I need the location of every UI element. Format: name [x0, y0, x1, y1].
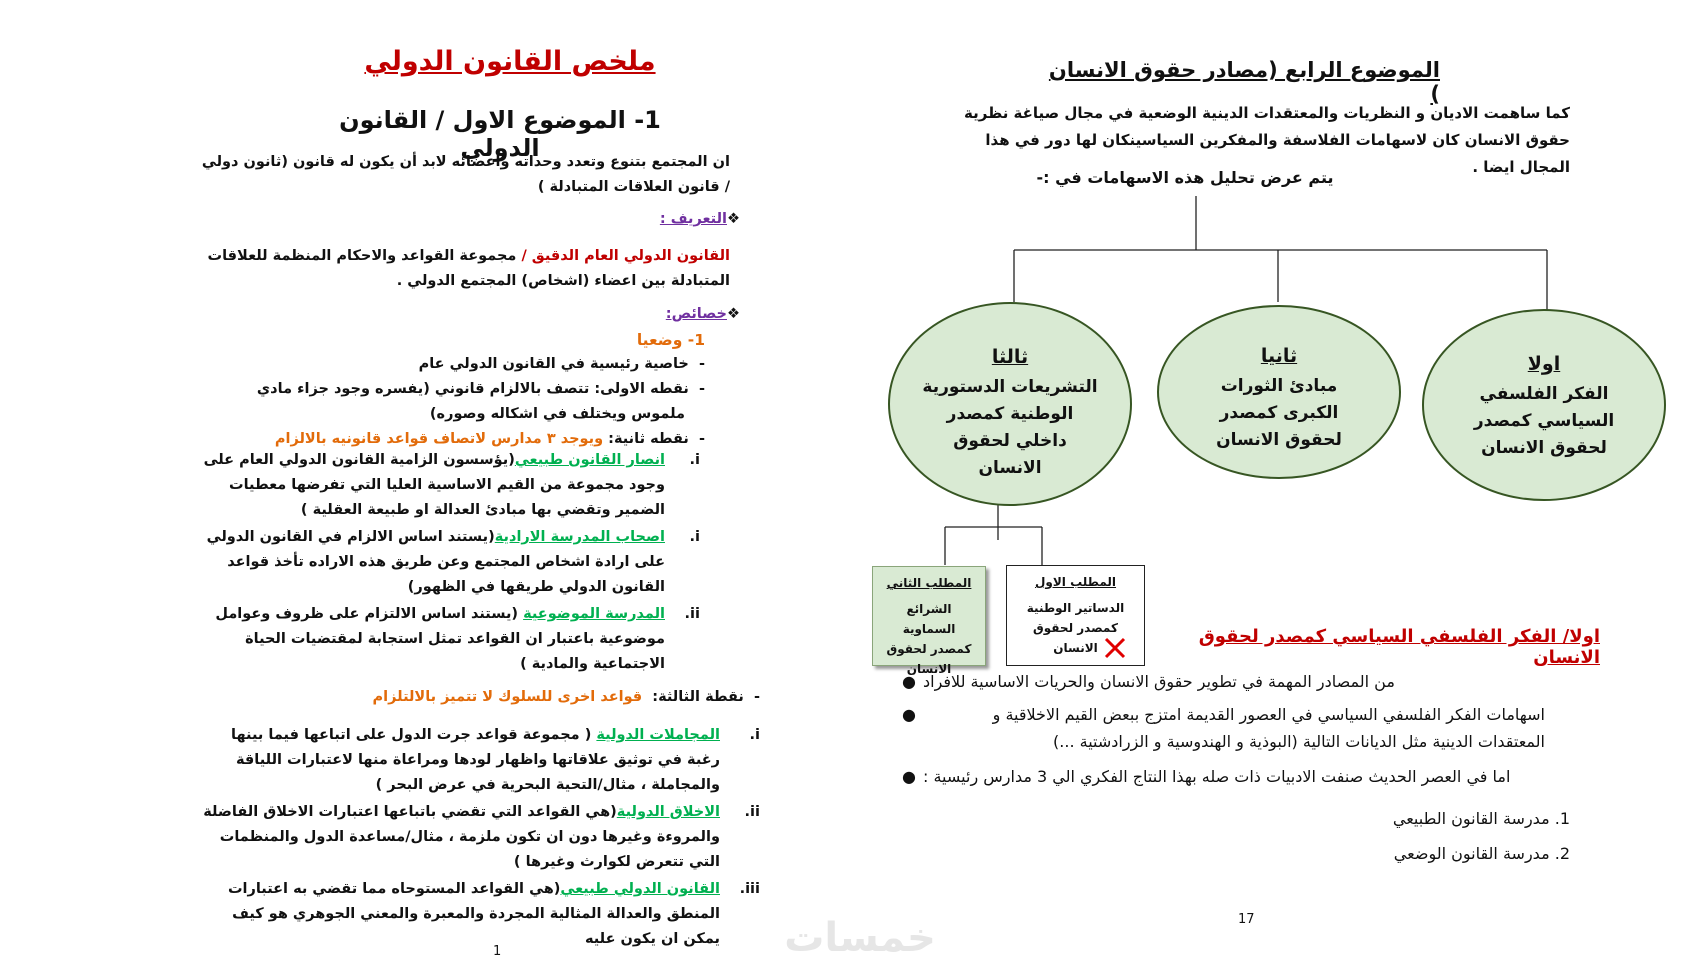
right-page-title: الموضوع الرابع (مصادر حقوق الانسان ) — [1048, 58, 1440, 106]
list-item: i. انصار القانون طبيعي(يؤسسون الزامية القانون الدولي العام على وجود مجموعة من القيم الاساسية العليا التي تفرضها معطيات الضمير وتقضي بها مبادئ العدالة او طبيعة العقلية ) — [203, 452, 700, 518]
analysis-label: يتم عرض تحليل هذه الاسهامات في :- — [1036, 168, 1334, 187]
red-x-icon — [1103, 636, 1127, 660]
list-item: i. اصحاب المدرسة الارادية(يستند اساس الالزام في القانون الدولي على ارادة اشخاص المجتمع وعن طريق هذه الاراده تأخذ قواعد القانون الدولي طريقها في الظهور) — [206, 529, 700, 595]
right-page-number: 17 — [1238, 912, 1255, 927]
box-second-requirement — [872, 566, 986, 676]
circle-text: التشريعات الدستورية الوطنية كمصدر داخلي لحقوق الانسان — [922, 377, 1098, 478]
section-heading: اولا/ الفكر الفلسفي السياسي كمصدر لحقوق الانسان — [1198, 626, 1600, 668]
box-first-requirement — [1006, 565, 1145, 666]
definition-text: مجموعة القواعد والاحكام المنظمة للعلاقات المتبادلة بين اعضاء (اشخاص) المجتمع الدولي . — [207, 248, 730, 289]
list-item: ii. الاخلاق الدولية(هي القواعد التي تقضي باتباعها اعتبارات الاخلاق الفاضلة والمروءة وغيرها دون ان تكون ملزمة ، مثال/مساعدة الدول والمنظمات التي تتعرض لكوارث وغيرها ) — [203, 804, 760, 870]
bullet-dot-icon: ● — [902, 672, 916, 691]
right-bullet-list — [895, 668, 1545, 790]
item1-heading: 1- وضعيا — [636, 331, 705, 349]
circle-heading: ثانيا — [1260, 345, 1298, 367]
list-item: i. المجاملات الدولية ( مجموعة قواعد جرت الدول على اتباعها فيما بينها رغبة في توثيق علاقاتها واظهار لودها ومراعاة منها لاعتبارات اللياقة والمجاملة ، مثال/التحية البحرية في عرض البحر ) — [231, 727, 760, 793]
list-item: ● اما في العصر الحديث صنفت الادبيات ذات صله بهذا النتاج الفكري الي 3 مدارس رئيسية : — [895, 763, 1545, 790]
bullet-item: - نقطه الاولى: تتصف بالالزام قانوني (يفسره وجود جزاء مادي ملموس ويختلف في اشكاله وصوره) — [256, 381, 705, 422]
circle-second-source — [1157, 305, 1401, 479]
diamond-bullet-icon: ❖ — [727, 211, 740, 227]
circle-heading: اولا — [1527, 353, 1561, 375]
bullet-item: - خاصية رئيسية في القانون الدولي عام — [418, 356, 705, 372]
diamond-bullet-icon: ❖ — [727, 306, 740, 322]
bullet-dot-icon: ● — [902, 767, 916, 786]
left-intro: ان المجتمع بتنوع وتعدد وحداته واعضائه لابد أن يكون له قانون (ثانون دولي / قانون العلاقات المتبادلة ) — [201, 154, 730, 195]
school-item: 1. مدرسة القانون الطبيعي — [1392, 809, 1570, 828]
box-heading: المطلب الثاني — [886, 576, 972, 590]
circle-text: الفكر الفلسفي السياسي كمصدر لحقوق الانسان — [1473, 384, 1615, 458]
left-page-title: ملخص القانون الدولي — [364, 46, 656, 77]
definition-heading-label: التعريف : — [659, 211, 727, 227]
box-text: الشرائع السماوية كمصدر لحقوق الانسان — [886, 602, 972, 676]
list-item: iii. القانون الدولي طبيعي(هي القواعد المستوحاه مما تقضي به اعتبارات المنطق والعدالة المثالية المجردة والمعبرة والمعني الجوهري هو كيف يمكن ان يكون عليه — [227, 881, 760, 947]
circle-first-source — [1422, 309, 1666, 501]
school-item: 2. مدرسة القانون الوضعي — [1393, 844, 1570, 863]
list-item: ● من المصادر المهمة في تطوير حقوق الانسان والحريات الاساسية للافراد — [895, 668, 1545, 695]
circle-heading: ثالثا — [991, 346, 1029, 368]
box-heading: المطلب الاول — [1034, 575, 1117, 589]
list-item: ii. المدرسة الموضوعية (يستند اساس الالتزام على ظروف وعوامل موضوعية باعتبار ان القواعد تمثل استجابة لمقتضيات الحياة الاجتماعية والمادية ) — [215, 606, 700, 672]
circle-text: مبادئ الثورات الكبرى كمصدر لحقوق الانسان — [1216, 376, 1342, 450]
features-heading-label: خصائص: — [665, 306, 727, 322]
box-text: الدساتير الوطنية كمصدر لحقوق الانسان — [1026, 601, 1125, 655]
right-intro: كما ساهمت الاديان و النظريات والمعتقدات الدينية الوضعية في مجال صياغة نظرية حقوق الانسان كان لاسهامات الفلاسفة والمفكرين السياسينكان لها دور في هذا المجال ايضا . — [964, 104, 1570, 176]
circle-third-source — [888, 302, 1132, 506]
bullet-item: - نقطه ثانية: ويوجد ٣ مدارس لاتصاف قواعد قانونيه بالالزام — [274, 431, 705, 447]
bullet-4: - نقطة الثالثة: قواعد اخرى للسلوك لا تتميز بالالتلزام — [372, 689, 760, 705]
list-item: ● اسهامات الفكر الفلسفي السياسي في العصور القديمة امتزج ببعض القيم الاخلاقية و المعتقدات الدينية مثل الديانات التالية (البوذية و الهندوسية و الزرادشتية ...) — [895, 701, 1545, 755]
bullet-dot-icon: ● — [902, 705, 916, 724]
definition-term: القانون الدولي العام الدقيق / — [521, 248, 730, 264]
left-page-number: 1 — [493, 944, 502, 959]
left-page-subtitle: 1- الموضوع الاول / القانون الدولي — [339, 106, 661, 162]
watermark-logo: خمسات — [784, 915, 936, 961]
